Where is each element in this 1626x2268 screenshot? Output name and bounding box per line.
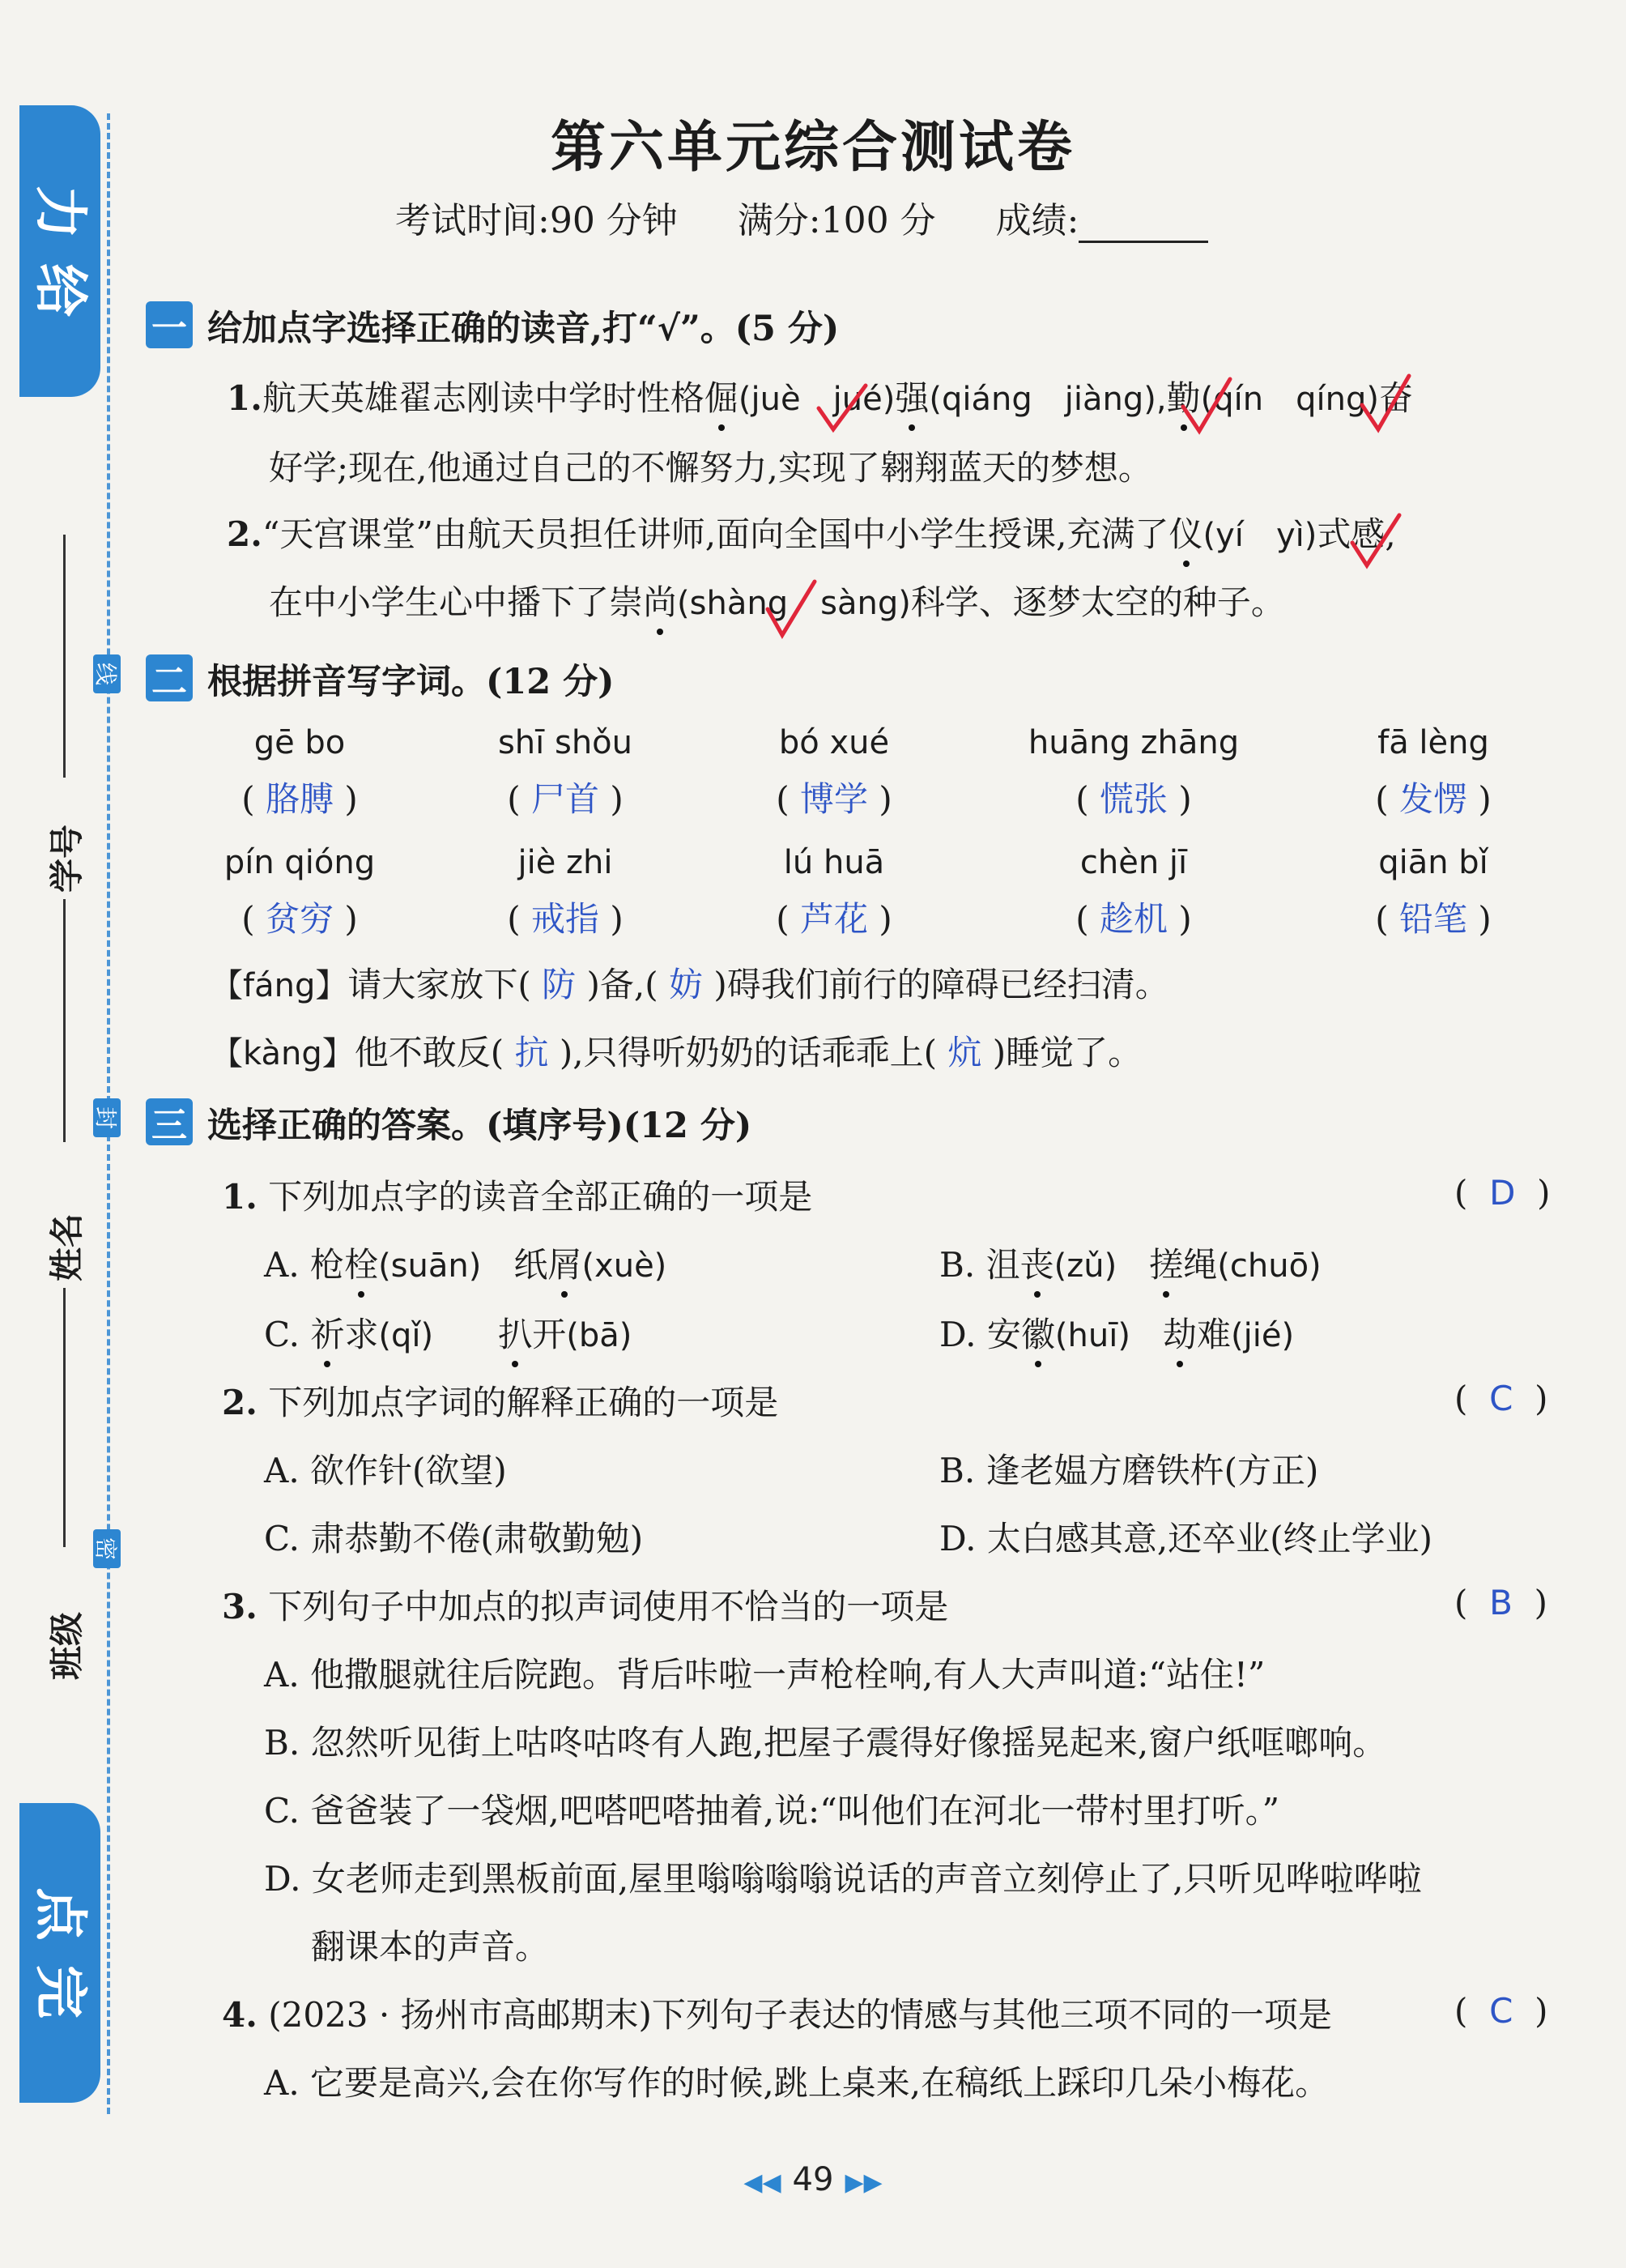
field-line-student-no — [63, 899, 66, 1142]
pinyin-9: chèn jī — [1079, 844, 1188, 881]
prev-arrow-icon: ◀◀ — [743, 2168, 781, 2197]
cut-mark-seal: 封 — [93, 1098, 121, 1137]
score-label: 成绩: — [995, 200, 1079, 241]
s3-q1-option-a[interactable]: A. 枪栓(suān) 纸屑(xuè) — [264, 1241, 666, 1290]
brand-bottom-char-1: 点 — [29, 1887, 92, 1941]
kang-answer-2[interactable]: 炕 — [947, 1033, 982, 1072]
answer-box-6[interactable]: ( 贫穷 ) — [241, 899, 358, 939]
next-arrow-icon: ▶▶ — [845, 2168, 883, 2197]
pinyin-4: huāng zhāng — [1028, 724, 1240, 761]
pinyin-6: pín qióng — [223, 844, 376, 881]
brand-tab-bottom — [19, 1803, 100, 2103]
score-blank[interactable] — [1079, 208, 1208, 243]
pinyin-1: gē bo — [253, 724, 346, 761]
section-2-number: 二 — [146, 654, 193, 701]
section-3-title: 选择正确的答案。(填序号)(12 分) — [207, 1106, 752, 1146]
exam-meta — [395, 191, 1208, 243]
answer-box-7[interactable]: ( 戒指 ) — [507, 899, 624, 939]
full-score: 满分:100 分 — [737, 200, 936, 241]
s3-q4-answer-bracket[interactable]: ( C ) — [1454, 1991, 1548, 2031]
s1-q1-line2: 好学;现在,他通过自己的不懈努力,实现了翱翔蓝天的梦想。 — [269, 448, 1152, 488]
s3-q1-option-c[interactable]: C. 祈求(qǐ) 扒开(bā) — [264, 1311, 632, 1360]
field-line-student-no-top — [63, 535, 66, 778]
field-class-label: 班级 — [47, 1611, 87, 1680]
fang-sentence: 【fáng】请大家放下( 防 )备,( 妨 )碍我们前行的障碍已经扫清。 — [211, 965, 1169, 1004]
s3-q2-answer-bracket[interactable]: ( C ) — [1454, 1379, 1548, 1418]
field-line-name — [63, 1288, 66, 1547]
brand-bottom-char-0: 完 — [29, 1965, 92, 2019]
answer-box-1[interactable]: ( 胳膊 ) — [241, 779, 358, 819]
s3-q2-option-c[interactable]: C. 肃恭勤不倦(肃敬勤勉) — [264, 1519, 644, 1558]
answer-box-5[interactable]: ( 发愣 ) — [1375, 779, 1492, 819]
s3-q3-answer-bracket[interactable]: ( B ) — [1454, 1583, 1548, 1622]
section-2-title: 根据拼音写字词。(12 分) — [207, 662, 615, 702]
s1-q2-line1: 2.“天宫课堂”由航天员担任讲师,面向全国中小学生授课,充满了仪(yí yì)式感, — [227, 510, 1396, 560]
check-mark-2 — [1178, 374, 1235, 439]
answer-box-9[interactable]: ( 趁机 ) — [1075, 899, 1192, 939]
s1-q2-line2: 在中小学生心中播下了崇尚(shàng sàng)科学、逐梦太空的种子。 — [269, 578, 1285, 628]
s3-q4-option-a[interactable]: A. 它要是高兴,会在你写作的时候,跳上桌来,在稿纸上踩印几朵小梅花。 — [264, 2063, 1330, 2103]
kang-sentence: 【kàng】他不敢反( 抗 ),只得听奶奶的话乖乖上( 炕 )睡觉了。 — [211, 1033, 1143, 1072]
section-3-number: 三 — [146, 1098, 193, 1145]
s3-q4-stem: 4. (2023 · 扬州市高邮期末)下列句子表达的情感与其他三项不同的一项是 — [222, 1995, 1332, 2035]
s3-q1-option-d[interactable]: D. 安徽(huī) 劫难(jié) — [939, 1311, 1294, 1360]
section-1-number: 一 — [146, 301, 193, 348]
brand-top-char-1: 力 — [29, 185, 92, 239]
answer-box-3[interactable]: ( 博学 ) — [776, 779, 892, 819]
s3-q3-stem: 3. 下列句子中加点的拟声词使用不恰当的一项是 — [222, 1587, 949, 1626]
s3-q1-answer-bracket[interactable]: ( D ) — [1454, 1173, 1551, 1213]
s3-q2-stem: 2. 下列加点字词的解释正确的一项是 — [222, 1383, 779, 1422]
pinyin-2: shī shǒu — [497, 724, 633, 761]
answer-box-8[interactable]: ( 芦花 ) — [776, 899, 892, 939]
pinyin-3: bó xué — [778, 724, 890, 761]
pinyin-10: qiān bǐ — [1378, 844, 1488, 881]
s3-q2-option-d[interactable]: D. 太白感其意,还卒业(终止学业) — [939, 1519, 1433, 1558]
check-mark-5 — [763, 577, 819, 642]
s1-q1-line1: 1.航天英雄翟志刚读中学时性格倔(juè jué)强(qiáng jiàng),勤(qín qíng)奋 — [227, 374, 1413, 424]
page-title: 第六单元综合测试卷 — [550, 115, 1075, 180]
answer-box-2[interactable]: ( 尸首 ) — [507, 779, 624, 819]
fang-answer-1[interactable]: 防 — [542, 965, 577, 1004]
section-1-title: 给加点字选择正确的读音,打“√”。(5 分) — [207, 309, 840, 349]
page-footer — [0, 2161, 1626, 2198]
s3-q2-option-a[interactable]: A. 欲作针(欲望) — [264, 1451, 507, 1490]
s3-q3-option-d-line2: 翻课本的声音。 — [311, 1927, 550, 1967]
cut-mark-line: 线 — [93, 654, 121, 693]
s3-q2-option-b[interactable]: B. 逢老媪方磨铁杵(方正) — [939, 1451, 1319, 1490]
s3-q1-stem: 1. 下列加点字的读音全部正确的一项是 — [222, 1177, 813, 1217]
check-mark-1 — [814, 381, 870, 437]
pinyin-7: jiè zhi — [517, 844, 613, 881]
pinyin-5: fā lèng — [1377, 724, 1489, 761]
fang-answer-2[interactable]: 妨 — [668, 965, 703, 1004]
s3-q3-option-d-line1[interactable]: D. 女老师走到黑板前面,屋里嗡嗡嗡嗡说话的声音立刻停止了,只听见哗啦哗啦 — [264, 1859, 1422, 1899]
exam-time: 考试时间:90 分钟 — [395, 200, 678, 241]
brand-top-char-0: 给 — [29, 263, 92, 317]
s3-q1-option-b[interactable]: B. 沮丧(zǔ) 搓绳(chuō) — [939, 1241, 1322, 1290]
s3-q3-option-b[interactable]: B. 忽然听见街上咕咚咕咚有人跑,把屋子震得好像摇晃起来,窗户纸哐啷响。 — [264, 1723, 1387, 1763]
check-mark-3 — [1357, 371, 1414, 436]
check-mark-4 — [1347, 510, 1404, 575]
section-2-marker — [112, 654, 144, 700]
s3-q3-option-a[interactable]: A. 他撒腿就往后院跑。背后咔啦一声枪栓响,有人大声叫道:“站住!” — [264, 1655, 1266, 1695]
page-number: 49 — [792, 2161, 834, 2198]
field-name-label: 姓名 — [47, 1213, 87, 1281]
field-student-no-label: 学号 — [47, 824, 87, 893]
kang-answer-1[interactable]: 抗 — [514, 1033, 549, 1072]
pinyin-8: lú huā — [783, 844, 885, 881]
answer-box-4[interactable]: ( 慌张 ) — [1075, 779, 1192, 819]
cut-mark-secret: 密 — [93, 1529, 121, 1568]
answer-box-10[interactable]: ( 铅笔 ) — [1375, 899, 1492, 939]
s3-q3-option-c[interactable]: C. 爸爸装了一袋烟,吧嗒吧嗒抽着,说:“叫他们在河北一带村里打听。” — [264, 1791, 1280, 1831]
